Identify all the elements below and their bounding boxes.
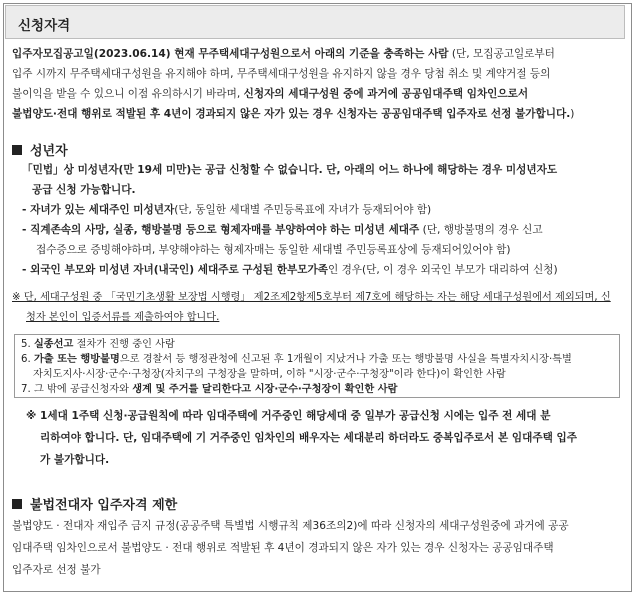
minor-heading-text: 성년자 <box>30 144 68 159</box>
minor-para-1: 「민법」상 미성년자(만 19세 미만)는 공급 신청할 수 없습니다. 단, 아래의 어느 하나에 해당하는 경우 미성년자도 <box>22 164 558 176</box>
law-item-5-num: 5. <box>21 339 34 350</box>
law-item-5-text: 절차가 진행 중인 사람 <box>73 339 175 350</box>
law-item-5-bold: 실종선고 <box>33 339 74 350</box>
intro-restriction-end: 불법양도·전대 행위로 적발된 후 4년이 경과되지 않은 자가 있는 경우 신청자는 공공임대주택 입주자로 선정 불가합니다. <box>12 108 571 120</box>
intro-note: (단, 모집공고일로부터 <box>448 48 555 60</box>
intro-caution: 불이익을 받을 수 있으니 이점 유의하시기 바라며, <box>12 88 244 100</box>
law-item-7 <box>21 381 397 398</box>
intro-close-paren: ) <box>570 108 575 120</box>
law-excerpt-box <box>14 334 620 398</box>
minor-bullet-2 <box>22 220 543 240</box>
minor-bullet-2-cont: 접수증으로 증빙해야하며, 부양해야하는 형제자매는 동일한 세대별 주민등록표상에 등재되어있어야 함) <box>36 244 511 256</box>
section-title: 신청자격 <box>18 18 71 34</box>
minor-bullet-3-note: 인 경우(단, 이 경우 외국인 부모가 대리하여 신청) <box>327 264 558 276</box>
minor-bullet-2-bold: - 직계존속의 사망, 실종, 행방불명 등으로 형제자매를 부양하여야 하는 미성년 세대주 <box>22 224 420 236</box>
warning-line-3: 가 불가합니다. <box>40 454 110 466</box>
illegal-para-1: 불법양도 · 전대자 재입주 금지 규정(공공주택 특별법 시행규칙 제36조의2)에 따라 신청자의 세대구성원중에 과거에 공공 <box>12 520 569 532</box>
law-item-6-bold: 가출 또는 행방불명 <box>33 354 120 365</box>
illegal-heading-text: 불법전대자 입주자격 제한 <box>30 498 178 513</box>
minor-para-2: 공급 신청 가능합니다. <box>32 184 136 196</box>
law-item-6-text: 으로 경찰서 등 행정관청에 신고된 후 1개월이 지났거나 가출 또는 행방불명 사실을 특별자치시장·특별 <box>119 354 572 365</box>
intro-line-3 <box>12 84 528 104</box>
minor-bullet-3-bold: - 외국인 부모와 미성년 자녀(내국인) 세대주로 구성된 한부모가족 <box>22 264 328 276</box>
exclusion-note-1: ※ 단, 세대구성원 중 「국민기초생활 보장법 시행령」 제2조제2항제5호부터 제7호에 해당하는 자는 해당 세대구성원에서 제외되며, 신 <box>12 292 611 303</box>
section-title-bar <box>5 5 625 39</box>
square-bullet-icon <box>12 145 22 155</box>
minor-bullet-1 <box>22 200 431 220</box>
illegal-heading <box>12 494 177 513</box>
intro-line-2: 입주 시까지 무주택세대구성원을 유지해야 하며, 무주택세대구성원을 유지하지 않을 경우 당첨 취소 및 계약거절 등의 <box>12 68 551 80</box>
minor-bullet-2-note: (단, 행방불명의 경우 신고 <box>419 224 543 236</box>
illegal-para-3: 입주자로 선정 불가 <box>12 564 101 576</box>
law-item-6-num: 6. <box>21 354 34 365</box>
square-bullet-icon <box>12 499 22 509</box>
minor-bullet-1-bold: - 자녀가 있는 세대주인 미성년자 <box>22 204 175 216</box>
minor-bullet-3 <box>22 260 558 280</box>
minor-bullet-1-note: (단, 동일한 세대별 주민등록표에 자녀가 등재되어야 함) <box>174 204 432 216</box>
exclusion-note-2: 청자 본인이 입증서류를 제출하여야 합니다. <box>26 312 220 323</box>
warning-line-1: ※ 1세대 1주택 신청·공급원칙에 따라 임대주택에 거주중인 해당세대 중 일부가 공급신청 시에는 입주 전 세대 분 <box>26 410 551 422</box>
law-item-7-bold: 생계 및 주거를 달리한다고 시장·군수·구청장이 확인한 사람 <box>132 384 398 395</box>
illegal-para-2: 임대주택 임차인으로서 불법양도 · 전대 행위로 적발된 후 4년이 경과되지 않은 자가 있는 경우 신청자는 공공임대주택 <box>12 542 554 554</box>
minor-heading <box>12 140 68 159</box>
intro-restriction: 신청자의 세대구성원 중에 과거에 공공임대주택 임차인으로서 <box>243 88 529 100</box>
intro-date-criteria: 입주자모집공고일(2023.06.14) 현재 무주택세대구성원으로서 아래의 기준을 충족하는 사람 <box>12 48 449 60</box>
law-item-7-text: 7. 그 밖에 공급신청자와 <box>21 384 133 395</box>
intro-line-4 <box>12 104 574 124</box>
law-item-6-cont: 자치도지사·시장·군수·구청장(자치구의 구청장을 말하며, 이하 "시장·군수·구청장"이라 한다)이 확인한 사람 <box>33 369 506 380</box>
warning-line-2: 리하여야 합니다. 단, 임대주택에 기 거주중인 임차인의 배우자는 세대분리 하더라도 중복입주로서 본 임대주택 입주 <box>40 432 577 444</box>
intro-line-1 <box>12 44 555 64</box>
